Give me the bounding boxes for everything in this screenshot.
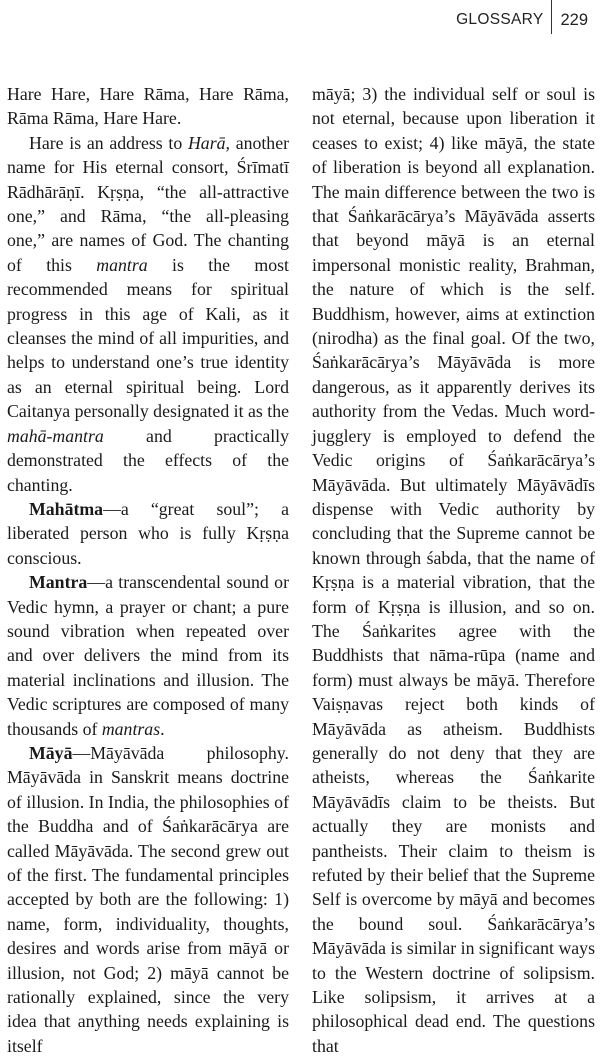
text-run: Hare is an address to xyxy=(29,132,188,153)
entry-term: Māyā xyxy=(29,742,73,763)
entry-definition: —Māyāvāda philosophy. Māyāvāda in Sanskrit means doctrine of illusion. In India, the philosophies of the Buddha and of Śaṅkarācārya are called Māyāvāda. The second grew out of the first. The fundamental principles accepted by both are the following: 1) name, form, individuality, thoughts, desires and words arise from māyā or illusion, not God; 2) māyā cannot be rationally explained, since the very idea that anything needs explaining is itself xyxy=(7,742,289,1056)
italic-term: mantras xyxy=(101,718,161,739)
running-header xyxy=(456,0,600,40)
text-run: . xyxy=(160,718,165,739)
mantra-continuation: Hare Hare, Hare Rāma, Hare Rāma, Rāma Rāma, Hare Hare. xyxy=(7,84,289,129)
left-column xyxy=(7,82,289,1058)
entry-definition: —a “great soul”; a liberated person who is fully Kṛṣṇa conscious. xyxy=(7,498,289,568)
right-column xyxy=(312,82,595,1058)
text-run: and practically demonstrated the effects of the chanting. xyxy=(7,425,289,495)
italic-term: mahā-mantra xyxy=(7,425,104,446)
text-run: is the most recommended means for spiritual progress in this age of Kali, as it cleanses the mind of all impurities, and helps to understand one’s true identity as an eternal spiritual being. Lord Caitanya personally designated it as the xyxy=(7,254,289,422)
maya-continuation: māyā; 3) the individual self or soul is not eternal, because upon liberation it ceases to exist; 4) like māyā, the state of liberation is beyond all explanation. The main difference between the two is that Śaṅkarācārya’s Māyāvāda asserts that beyond māyā is an eternal impersonal monistic reality, Brahman, the nature of which is the self. Buddhism, however, aims at extinction (nirodha) as the final goal. Of the two, Śaṅkarācārya’s Māyāvāda is more dangerous, as it apparently derives its authority from the Vedas. Much word-jugglery is employed to defend the Vedic origins of Śaṅkarācārya’s Māyāvāda. But ultimately Māyāvādīs dispense with Vedic authority by concluding that the Supreme cannot be known through śabda, that the name of Kṛṣṇa is a material vibration, that the form of Kṛṣṇa is illusion, and so on. The Śaṅkarites agree with the Buddhists that nāma-rūpa (name and form) must always be māyā. Therefore Vaiṣṇavas reject both kinds of Māyāvāda as atheism. Buddhists generally do not deny that they are atheists, whereas the Śaṅkarite Māyāvādīs claim to be theists. But actually they are monists and pantheists. Their claim to theism is refuted by their belief that the Supreme Self is overcome by māyā and becomes the bound soul. Śaṅkarācārya’s Māyāvāda is similar in significant ways to the Western doctrine of solipsism. Like solipsism, it arrives at a philosophical dead end. The questions that xyxy=(312,84,595,1056)
glossary-entry-mahatma xyxy=(7,497,289,570)
section-title: GLOSSARY xyxy=(456,11,544,28)
entry-term: Mantra xyxy=(29,572,88,593)
glossary-entry-mantra xyxy=(7,570,289,741)
hare-paragraph xyxy=(7,131,289,497)
entry-term: Mahātma xyxy=(29,498,104,519)
text-run: another name for His eternal consort, Śrīmatī Rādhārāṇī. Kṛṣṇa, “the all-attractive one,” and Rāma, “the all-pleasing one,” are names of God. The chanting of this xyxy=(7,132,290,275)
page-number: 229 xyxy=(560,10,588,29)
glossary-entry-maya xyxy=(7,741,289,1058)
italic-term: Harā, xyxy=(187,132,230,153)
entry-definition: —a transcendental sound or Vedic hymn, a prayer or chant; a pure sound vibration when repeated over and over delivers the mind from its material inclinations and illusion. The Vedic scriptures are composed of many thousands of xyxy=(7,572,289,739)
italic-term: mantra xyxy=(96,254,148,275)
